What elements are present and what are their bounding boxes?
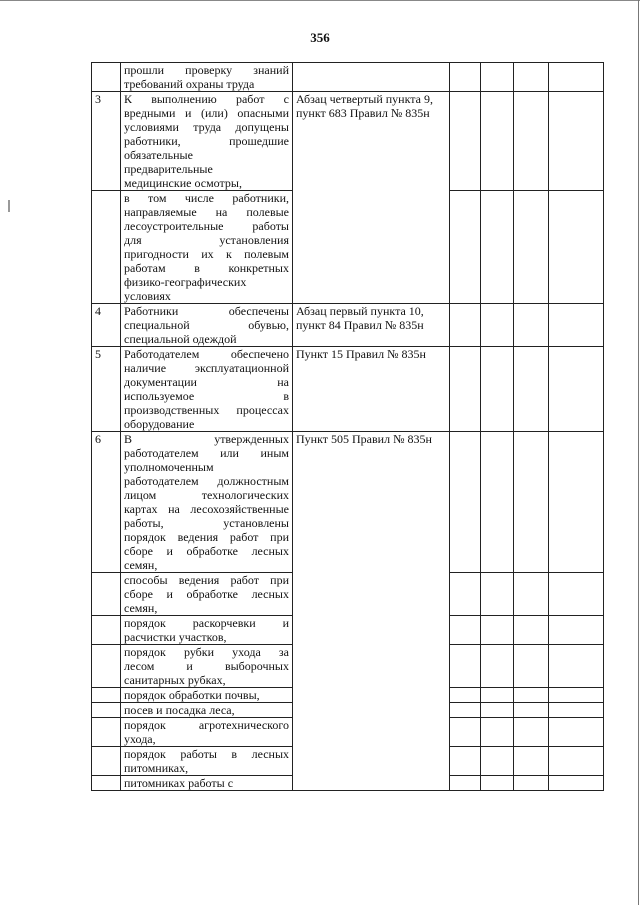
requirement-cell [121, 776, 293, 791]
empty-cell-2 [481, 718, 514, 747]
requirement-line: санитарных рубках, [124, 673, 226, 687]
empty-cell-1 [450, 688, 481, 703]
empty-cell-2 [481, 688, 514, 703]
empty-cell-3 [514, 703, 549, 718]
reference-cell: Абзац первый пункта 10, пункт 84 Правил № 835н [293, 304, 450, 347]
empty-cell-1 [450, 718, 481, 747]
requirement-cell [121, 573, 293, 616]
empty-cell-3 [514, 63, 549, 92]
empty-cell-3 [514, 718, 549, 747]
empty-cell-2 [481, 645, 514, 688]
row-number: 5 [92, 347, 121, 432]
empty-cell-3 [514, 92, 549, 191]
row-number [92, 688, 121, 703]
reference-cell [293, 63, 450, 92]
requirement-line: требований охраны труда [124, 77, 255, 91]
empty-cell-1 [450, 645, 481, 688]
requirement-line: питомниках работы с [124, 776, 234, 790]
requirement-line: в том числе работники, [124, 191, 289, 205]
requirement-line: расчистки участков, [124, 630, 227, 644]
table-row [92, 347, 604, 432]
requirement-cell [121, 92, 293, 191]
requirement-line: порядок агротехнического [124, 718, 289, 732]
requirement-cell [121, 718, 293, 747]
requirement-cell [121, 616, 293, 645]
empty-cell-2 [481, 347, 514, 432]
requirement-line: В утвержденных [124, 432, 289, 446]
requirement-line: предварительные [124, 162, 213, 176]
requirement-cell [121, 703, 293, 718]
reference-cell: Пункт 505 Правил № 835н [293, 432, 450, 791]
row-number [92, 718, 121, 747]
empty-cell-1 [450, 347, 481, 432]
empty-cell-3 [514, 432, 549, 573]
empty-cell-4 [549, 191, 604, 304]
requirement-line: производственных процессах [124, 403, 289, 417]
requirement-line: питомниках, [124, 761, 189, 775]
empty-cell-4 [549, 92, 604, 191]
requirement-line: наличие эксплуатационной [124, 361, 289, 375]
row-number [92, 747, 121, 776]
requirement-line: условиями труда допущены [124, 120, 289, 134]
requirement-line: работы, установлены [124, 516, 289, 530]
empty-cell-4 [549, 304, 604, 347]
empty-cell-4 [549, 63, 604, 92]
requirement-line: Работники обеспечены [124, 304, 289, 318]
requirement-line: работники, прошедшие [124, 134, 289, 148]
requirement-line: направляемые на полевые [124, 205, 289, 219]
empty-cell-2 [481, 92, 514, 191]
row-number [92, 63, 121, 92]
requirement-line: способы ведения работ при [124, 573, 289, 587]
requirements-table [91, 62, 604, 791]
empty-cell-4 [549, 645, 604, 688]
requirement-cell [121, 304, 293, 347]
requirement-line: сборе и обработке лесных [124, 544, 289, 558]
requirement-cell [121, 347, 293, 432]
empty-cell-1 [450, 703, 481, 718]
empty-cell-3 [514, 747, 549, 776]
table-row [92, 92, 604, 191]
requirement-cell [121, 688, 293, 703]
scan-mark [8, 200, 10, 212]
empty-cell-2 [481, 747, 514, 776]
requirement-line: работам в конкретных [124, 261, 289, 275]
requirement-line: порядок обработки почвы, [124, 688, 260, 702]
requirement-line: порядок раскорчевки и [124, 616, 289, 630]
empty-cell-1 [450, 747, 481, 776]
empty-cell-1 [450, 92, 481, 191]
requirement-cell [121, 63, 293, 92]
empty-cell-3 [514, 645, 549, 688]
empty-cell-2 [481, 703, 514, 718]
reference-cell: Пункт 15 Правил № 835н [293, 347, 450, 432]
row-number [92, 616, 121, 645]
empty-cell-1 [450, 63, 481, 92]
empty-cell-3 [514, 191, 549, 304]
empty-cell-1 [450, 304, 481, 347]
row-number [92, 191, 121, 304]
requirement-line: используемое в [124, 389, 289, 403]
requirement-line: ухода, [124, 732, 156, 746]
requirement-line: порядок работы в лесных [124, 747, 289, 761]
requirement-line: работодателем или иным [124, 446, 289, 460]
empty-cell-1 [450, 616, 481, 645]
empty-cell-2 [481, 573, 514, 616]
requirement-line: прошли проверку знаний [124, 63, 289, 77]
empty-cell-1 [450, 191, 481, 304]
empty-cell-2 [481, 616, 514, 645]
requirement-line: семян, [124, 601, 158, 615]
reference-cell: Абзац четвертый пункта 9, пункт 683 Правил № 835н [293, 92, 450, 304]
requirement-line: работодателем должностным [124, 474, 289, 488]
empty-cell-2 [481, 304, 514, 347]
requirement-cell [121, 747, 293, 776]
empty-cell-4 [549, 688, 604, 703]
row-number [92, 703, 121, 718]
requirement-line: порядок ведения работ при [124, 530, 289, 544]
empty-cell-2 [481, 191, 514, 304]
empty-cell-4 [549, 616, 604, 645]
empty-cell-4 [549, 347, 604, 432]
empty-cell-2 [481, 432, 514, 573]
empty-cell-3 [514, 304, 549, 347]
empty-cell-1 [450, 573, 481, 616]
requirement-line: семян, [124, 558, 158, 572]
empty-cell-3 [514, 573, 549, 616]
requirement-line: обязательные [124, 148, 193, 162]
requirement-cell [121, 191, 293, 304]
page-number: 356 [310, 30, 330, 45]
empty-cell-3 [514, 347, 549, 432]
row-number: 3 [92, 92, 121, 191]
table-row [92, 432, 604, 573]
row-number [92, 645, 121, 688]
page-right-edge [638, 0, 639, 905]
requirement-line: физико-географических [124, 275, 247, 289]
empty-cell-3 [514, 776, 549, 791]
requirement-line: документации на [124, 375, 289, 389]
row-number [92, 573, 121, 616]
requirement-line: порядок рубки ухода за [124, 645, 289, 659]
empty-cell-2 [481, 63, 514, 92]
requirement-line: лесоустроительные работы [124, 219, 289, 233]
requirement-line: условиях [124, 289, 171, 303]
requirement-line: Работодателем обеспечено [124, 347, 289, 361]
empty-cell-1 [450, 776, 481, 791]
requirement-line: пригодности их к полевым [124, 247, 289, 261]
requirement-line: оборудование [124, 417, 195, 431]
requirement-line: вредными и (или) опасными [124, 106, 289, 120]
row-number [92, 776, 121, 791]
requirement-line: лицом технологических [124, 488, 289, 502]
requirement-line: специальной обувью, [124, 318, 289, 332]
requirement-line: сборе и обработке лесных [124, 587, 289, 601]
table-row [92, 304, 604, 347]
empty-cell-4 [549, 573, 604, 616]
empty-cell-4 [549, 432, 604, 573]
empty-cell-4 [549, 747, 604, 776]
empty-cell-4 [549, 703, 604, 718]
requirement-line: специальной одеждой [124, 332, 237, 346]
requirement-cell [121, 645, 293, 688]
page-top-edge [0, 0, 640, 1]
empty-cell-4 [549, 718, 604, 747]
requirement-line: медицинские осмотры, [124, 176, 242, 190]
requirement-line: уполномоченным [124, 460, 214, 474]
empty-cell-2 [481, 776, 514, 791]
requirement-line: лесом и выборочных [124, 659, 289, 673]
table-row [92, 63, 604, 92]
requirement-line: посев и посадка леса, [124, 703, 235, 717]
row-number: 6 [92, 432, 121, 573]
requirement-cell [121, 432, 293, 573]
requirement-line: для установления [124, 233, 289, 247]
empty-cell-4 [549, 776, 604, 791]
empty-cell-1 [450, 432, 481, 573]
row-number: 4 [92, 304, 121, 347]
empty-cell-3 [514, 616, 549, 645]
empty-cell-3 [514, 688, 549, 703]
requirement-line: К выполнению работ с [124, 92, 289, 106]
requirement-line: картах на лесохозяйственные [124, 502, 289, 516]
